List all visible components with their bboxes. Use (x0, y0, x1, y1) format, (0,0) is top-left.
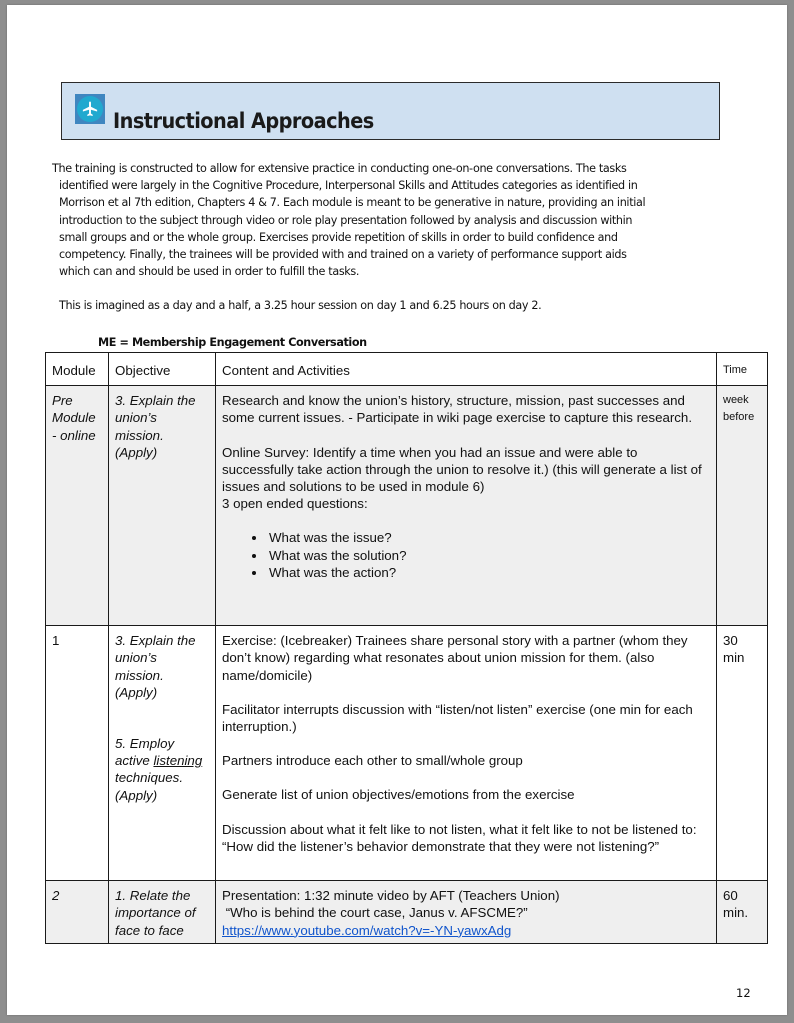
list-item: • What was the solution? (267, 547, 710, 564)
objective-cell: 1. Relate the importance of face to face (109, 881, 216, 944)
content-paragraph: Exercise: (Icebreaker) Trainees share personal story with a partner (whom they don’t know) regarding what resonates about union mission for them. (also name/domicile) (222, 633, 688, 683)
section-title: Instructional Approaches (113, 109, 374, 133)
content-paragraph: “Who is behind the court case, Janus v. AFSCME?” (222, 905, 528, 921)
content-paragraph: Facilitator interrupts discussion with “listen/not listen” exercise (one min for each interruption.) (222, 701, 693, 735)
table-row (46, 881, 768, 944)
page-number: 12 (736, 986, 751, 1000)
schedule-text: This is imagined as a day and a half, a 3.25 hour session on day 1 and 6.25 hours on day 2. (59, 299, 542, 313)
instruction-plan-table (45, 352, 768, 944)
time-cell: 30 min (717, 626, 768, 881)
objective-underlined-text: listening (153, 753, 203, 769)
time-cell: week before (717, 386, 768, 626)
objective-text: 5. Employ active (115, 736, 175, 769)
content-cell (216, 881, 717, 944)
intro-line: competency. Finally, the trainees will be provided with and trained on a variety of performance support aids (59, 248, 627, 262)
content-paragraph: Generate list of union objectives/emotions from the exercise (222, 787, 575, 803)
list-item: • What was the action? (267, 564, 710, 581)
video-link[interactable]: https://www.youtube.com/watch?v=-YN-yawxAdg (222, 922, 512, 938)
module-cell: 2 (46, 881, 109, 944)
module-cell: Pre Module - online (46, 386, 109, 626)
content-paragraph: Online Survey: Identify a time when you had an issue and were able to successfully take action through the union to resolve it.) (this will generate a list of issues and solutions to be used in module 6) (222, 444, 702, 495)
objective-item (115, 735, 209, 804)
content-paragraph: Research and know the union’s history, structure, mission, past successes and some current issues. - Participate in wiki page exercise to capture this research. (222, 393, 693, 426)
content-paragraph: Discussion about what it felt like to not listen, what it felt like to not be listened to: “How did the listener’s behavior demonstrate that they were not listening?” (222, 821, 697, 854)
header-time: Time (717, 353, 768, 386)
list-item: • What was the issue? (267, 529, 710, 546)
content-paragraph: 3 open ended questions: (222, 496, 368, 512)
intro-line: Morrison et al 7th edition, Chapters 4 & 7. Each module is meant to be generative in nature, providing an initial (59, 196, 646, 210)
header-content: Content and Activities (216, 353, 717, 386)
objective-item: 3. Explain the union’s mission. (Apply) (115, 633, 196, 700)
intro-line: identified were largely in the Cognitive Procedure, Interpersonal Skills and Attitudes categories as identified in (59, 179, 638, 193)
table-row (46, 626, 768, 881)
objective-cell (109, 626, 216, 881)
objective-cell: 3. Explain the union’s mission. (Apply) (109, 386, 216, 626)
question-list (222, 529, 710, 581)
objective-text: techniques. (Apply) (115, 770, 184, 803)
document-page (7, 5, 787, 1015)
module-cell: 1 (46, 626, 109, 881)
content-paragraph: Partners introduce each other to small/whole group (222, 753, 523, 769)
section-heading-box (61, 82, 720, 140)
table-row (46, 386, 768, 626)
header-objective: Objective (109, 353, 216, 386)
airplane-icon (75, 94, 105, 124)
content-cell (216, 386, 717, 626)
table-caption: ME = Membership Engagement Conversation (98, 336, 367, 349)
intro-paragraph (52, 160, 712, 315)
intro-line: The training is constructed to allow for extensive practice in conducting one-on-one conversations. The tasks (52, 162, 627, 175)
intro-line: which can and should be used in order to fulfill the tasks. (59, 265, 360, 279)
content-cell (216, 626, 717, 881)
intro-line: introduction to the subject through video or role play presentation followed by analysis and discussion within (59, 213, 633, 227)
header-module: Module (46, 353, 109, 386)
table-header-row (46, 353, 768, 386)
intro-line: small groups and or the whole group. Exercises provide repetition of skills in order to build confidence and (59, 230, 618, 244)
time-cell: 60 min. (717, 881, 768, 944)
content-paragraph: Presentation: 1:32 minute video by AFT (Teachers Union) (222, 888, 560, 904)
